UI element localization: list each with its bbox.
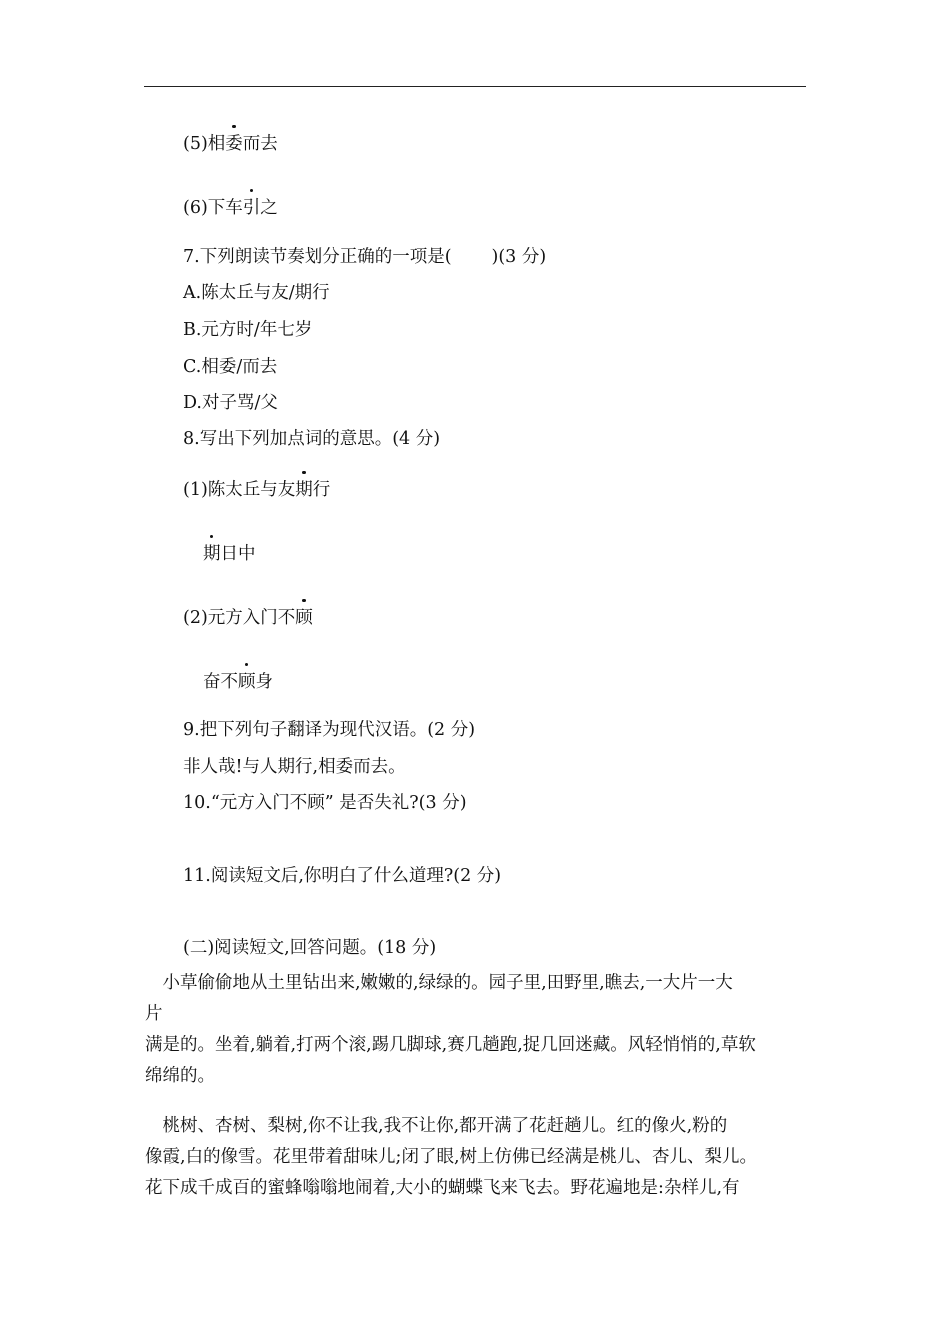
q8-item-2b [203,670,273,694]
q8-item-1 [183,478,330,502]
q8-stem: 8.写出下列加点词的意思。(4 分) [183,429,441,449]
q11-stem: 11.阅读短文后,你明白了什么道理?(2 分) [183,866,502,886]
q6-item-6-dotted-char: 引 [242,198,261,218]
passage-line: 花下成千成百的蜜蜂嗡嗡地闹着,大小的蝴蝶飞来飞去。野花遍地是:杂样儿,有 [145,1178,740,1198]
q8-item-1b [203,542,256,566]
q10-stem: 10.“元方入门不顾” 是否失礼?(3 分) [183,793,467,813]
q8-item-1b-dotted-char: 期 [203,544,221,564]
q8-item-2-dotted-char: 顾 [295,608,313,628]
q8-item-1-pre: (1)陈太丘与友 [183,480,296,500]
header-rule [144,86,806,87]
q6-item-5-pre: (5)相 [183,134,226,154]
q7-option-b: B.元方时/年七岁 [183,320,313,340]
passage-line: 满是的。坐着,躺着,打两个滚,踢几脚球,赛几趟跑,捉几回迷藏。风轻悄悄的,草软 [145,1035,756,1055]
q8-item-1b-post: 日中 [220,544,256,564]
q7-option-a: A.陈太丘与友/期行 [183,283,330,303]
q7-stem [183,245,546,269]
q8-item-2b-dotted-char: 顾 [238,672,256,692]
q7-option-d: D.对子骂/父 [183,393,278,413]
q6-item-6 [183,196,278,220]
q6-item-6-post: 之 [260,198,278,218]
passage-line: 桃树、杏树、梨树,你不让我,我不让你,都开满了花赶趟儿。红的像火,粉的 [145,1116,728,1136]
passage-line: 小草偷偷地从土里钻出来,嫩嫩的,绿绿的。园子里,田野里,瞧去,一大片一大 [145,973,733,993]
q8-item-2 [183,606,313,630]
q8-item-2b-pre: 奋不 [203,672,238,692]
q8-item-1-post: 行 [312,480,331,500]
q6-item-5 [183,132,278,156]
passage-line: 像霞,白的像雪。花里带着甜味儿;闭了眼,树上仿佛已经满是桃儿、杏儿、梨儿。 [145,1147,758,1167]
q6-item-5-dotted-char: 委 [225,134,243,154]
q7-option-c: C.相委/而去 [183,357,278,377]
q8-item-2-pre: (2)元方入门不 [183,608,296,628]
q9-stem: 9.把下列句子翻译为现代汉语。(2 分) [183,720,476,740]
passage-line: 绵绵的。 [145,1066,215,1086]
q9-sentence: 非人哉!与人期行,相委而去。 [183,757,406,777]
section2-heading: (二)阅读短文,回答问题。(18 分) [183,938,437,958]
q6-item-6-pre: (6)下车 [183,198,243,218]
q8-item-1-dotted-char: 期 [295,480,313,500]
q7-stem-post: )(3 分) [491,247,547,267]
passage-paragraph-2 [145,1111,810,1204]
q7-stem-pre: 7.下列朗读节奏划分正确的一项是( [183,247,452,267]
passage-paragraph-1 [145,968,810,1092]
passage-line: 片 [145,1004,163,1024]
q8-item-2b-post: 身 [255,672,273,692]
q6-item-5-post: 而去 [242,134,278,154]
